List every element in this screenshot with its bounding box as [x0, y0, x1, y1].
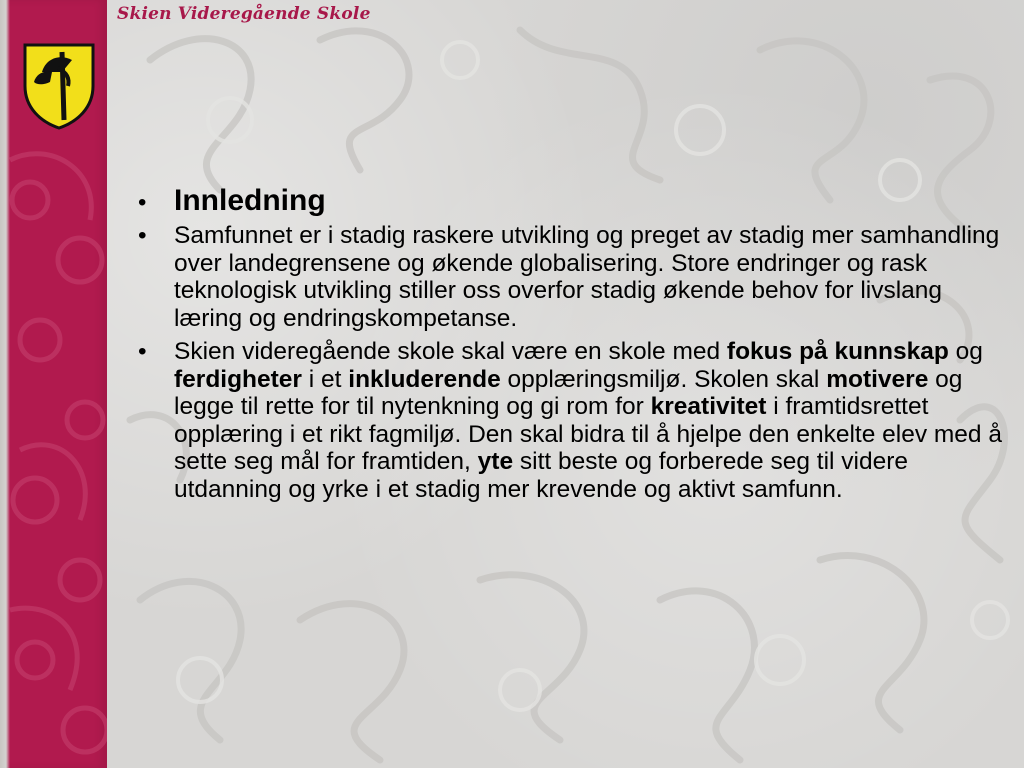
bullet-marker: •	[138, 338, 147, 365]
sidebar-edge	[0, 0, 10, 768]
paragraph-text	[174, 338, 1002, 503]
bold-run: kreativitet	[650, 393, 767, 420]
bold-run: inkluderende	[348, 365, 501, 393]
text-run: og	[948, 338, 983, 365]
bullet-marker: •	[138, 189, 147, 216]
bold-run: fokus på kunnskap	[726, 338, 949, 365]
bold-run: yte	[477, 448, 514, 475]
bullet-heading	[134, 182, 1004, 220]
text-run: og legge til rette for til nytenkning og gi rom for	[174, 365, 963, 420]
bullet-paragraph-1	[134, 222, 1004, 332]
bold-run: motivere	[826, 365, 929, 393]
bullet-marker: •	[138, 222, 147, 249]
text-run: i framtidsrettet opplæring i et rikt fagmiljø. Den skal bidra til å hjelpe den enkelte elev med å sette seg mål for framtiden,	[174, 393, 1002, 475]
text-run: Skien videregående skole skal være en skole med	[174, 338, 727, 365]
section-heading: Innledning	[174, 184, 326, 217]
text-run: sitt beste og forberede seg til videre utdanning og yrke i et stadig mer krevende og aktivt samfunn.	[174, 448, 909, 503]
school-name: Skien Videregående Skole	[117, 4, 371, 24]
bold-run: ferdigheter	[174, 365, 302, 393]
slide-body	[134, 182, 1004, 509]
bullet-paragraph-2	[134, 338, 1004, 503]
paragraph-text: Samfunnet er i stadig raskere utvikling og preget av stadig mer samhandling over landegrensene og økende globalisering. Store endringer og rask teknologisk utvikling stiller oss overfor stadig økende behov for livslang læring og endringskompetanse.	[174, 222, 1000, 332]
text-run: i et	[301, 365, 349, 393]
text-run: opplæringsmiljø. Skolen skal	[500, 365, 827, 393]
shield-axe-icon	[22, 42, 96, 130]
